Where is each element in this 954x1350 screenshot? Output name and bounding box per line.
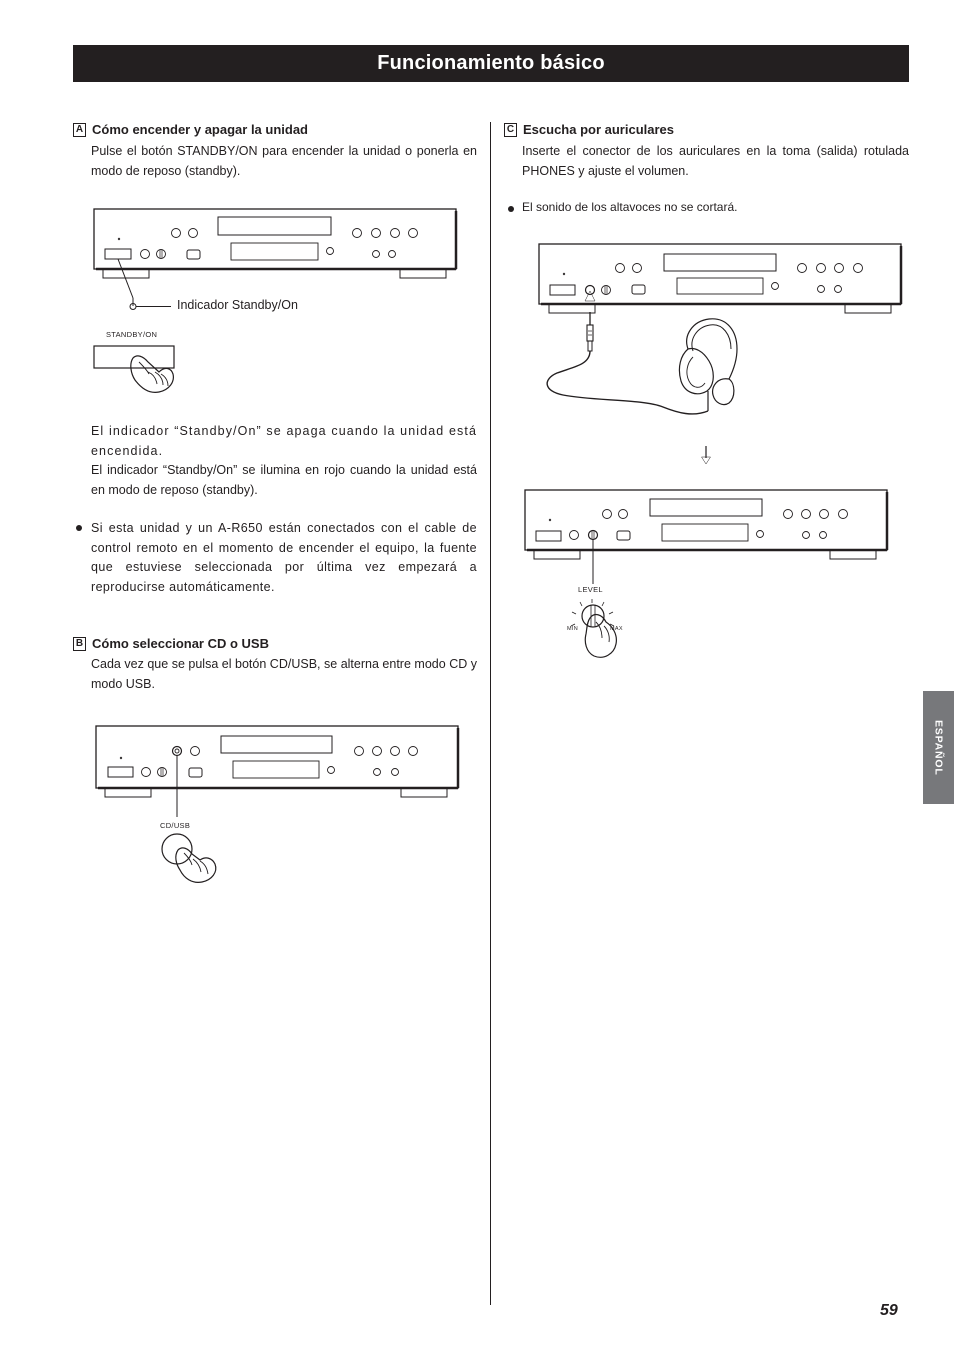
section-a-intro: Pulse el botón STANDBY/ON para encender la unidad o ponerla en modo de reposo (standby). xyxy=(91,144,477,178)
down-arrow-icon xyxy=(700,446,712,464)
section-a-bullet: Si esta unidad y un A-R650 están conectados con el cable de control remoto en el momento de encender el equipo, la fuente que estuviese seleccionada por última vez empezará a reproducirse automáticamente. xyxy=(91,521,477,594)
level-knob-caption: LEVEL xyxy=(578,585,603,594)
section-b-letter: B xyxy=(73,637,86,651)
page-title-bar xyxy=(73,45,909,82)
standby-button-press-illustration xyxy=(93,344,178,394)
section-c-letter: C xyxy=(504,123,517,137)
cd-player-illustration-c2 xyxy=(524,489,890,564)
section-b-intro: Cada vez que se pulsa el botón CD/USB, se alterna entre modo CD y modo USB. xyxy=(91,657,477,691)
page-title: Funcionamiento básico xyxy=(377,52,605,74)
section-a-note-2: El indicador “Standby/On” se ilumina en rojo cuando la unidad está en modo de reposo (standby). xyxy=(91,463,477,497)
level-knob-turn-illustration xyxy=(566,594,626,660)
section-c-title: Escucha por auriculares xyxy=(523,122,675,137)
level-knob-max: MAX xyxy=(610,626,623,632)
language-side-tab xyxy=(923,691,954,804)
section-c-bullet: El sonido de los altavoces no se cortará. xyxy=(522,200,738,214)
level-knob-min: MIN xyxy=(567,626,578,632)
language-side-tab-label: ESPAÑOL xyxy=(932,719,945,776)
column-divider xyxy=(490,122,491,1305)
section-a-title: Cómo encender y apagar la unidad xyxy=(92,122,308,137)
section-a-heading xyxy=(73,122,308,137)
section-c-intro: Inserte el conector de los auriculares en la toma (salida) rotulada PHONES y ajuste el volumen. xyxy=(522,144,909,178)
cd-player-illustration-a xyxy=(93,208,458,283)
cd-usb-button-caption: CD/USB xyxy=(160,821,191,830)
cd-usb-button-press-illustration xyxy=(160,832,222,886)
bullet-icon xyxy=(76,525,82,531)
section-a-note-1: El indicador “Standby/On” se apaga cuando la unidad está encendida. xyxy=(91,424,477,458)
section-a-letter: A xyxy=(73,123,86,137)
standby-button-caption: STANDBY/ON xyxy=(106,330,158,339)
standby-indicator-label: Indicador Standby/On xyxy=(177,298,298,312)
section-c-heading xyxy=(504,122,674,137)
section-b-heading xyxy=(73,636,269,651)
bullet-icon xyxy=(508,206,514,212)
cd-player-illustration-b xyxy=(95,725,460,800)
page-number: 59 xyxy=(880,1302,898,1319)
headphones-illustration xyxy=(543,305,743,420)
section-b-title: Cómo seleccionar CD o USB xyxy=(92,636,269,651)
indicator-callout-line xyxy=(129,302,171,312)
